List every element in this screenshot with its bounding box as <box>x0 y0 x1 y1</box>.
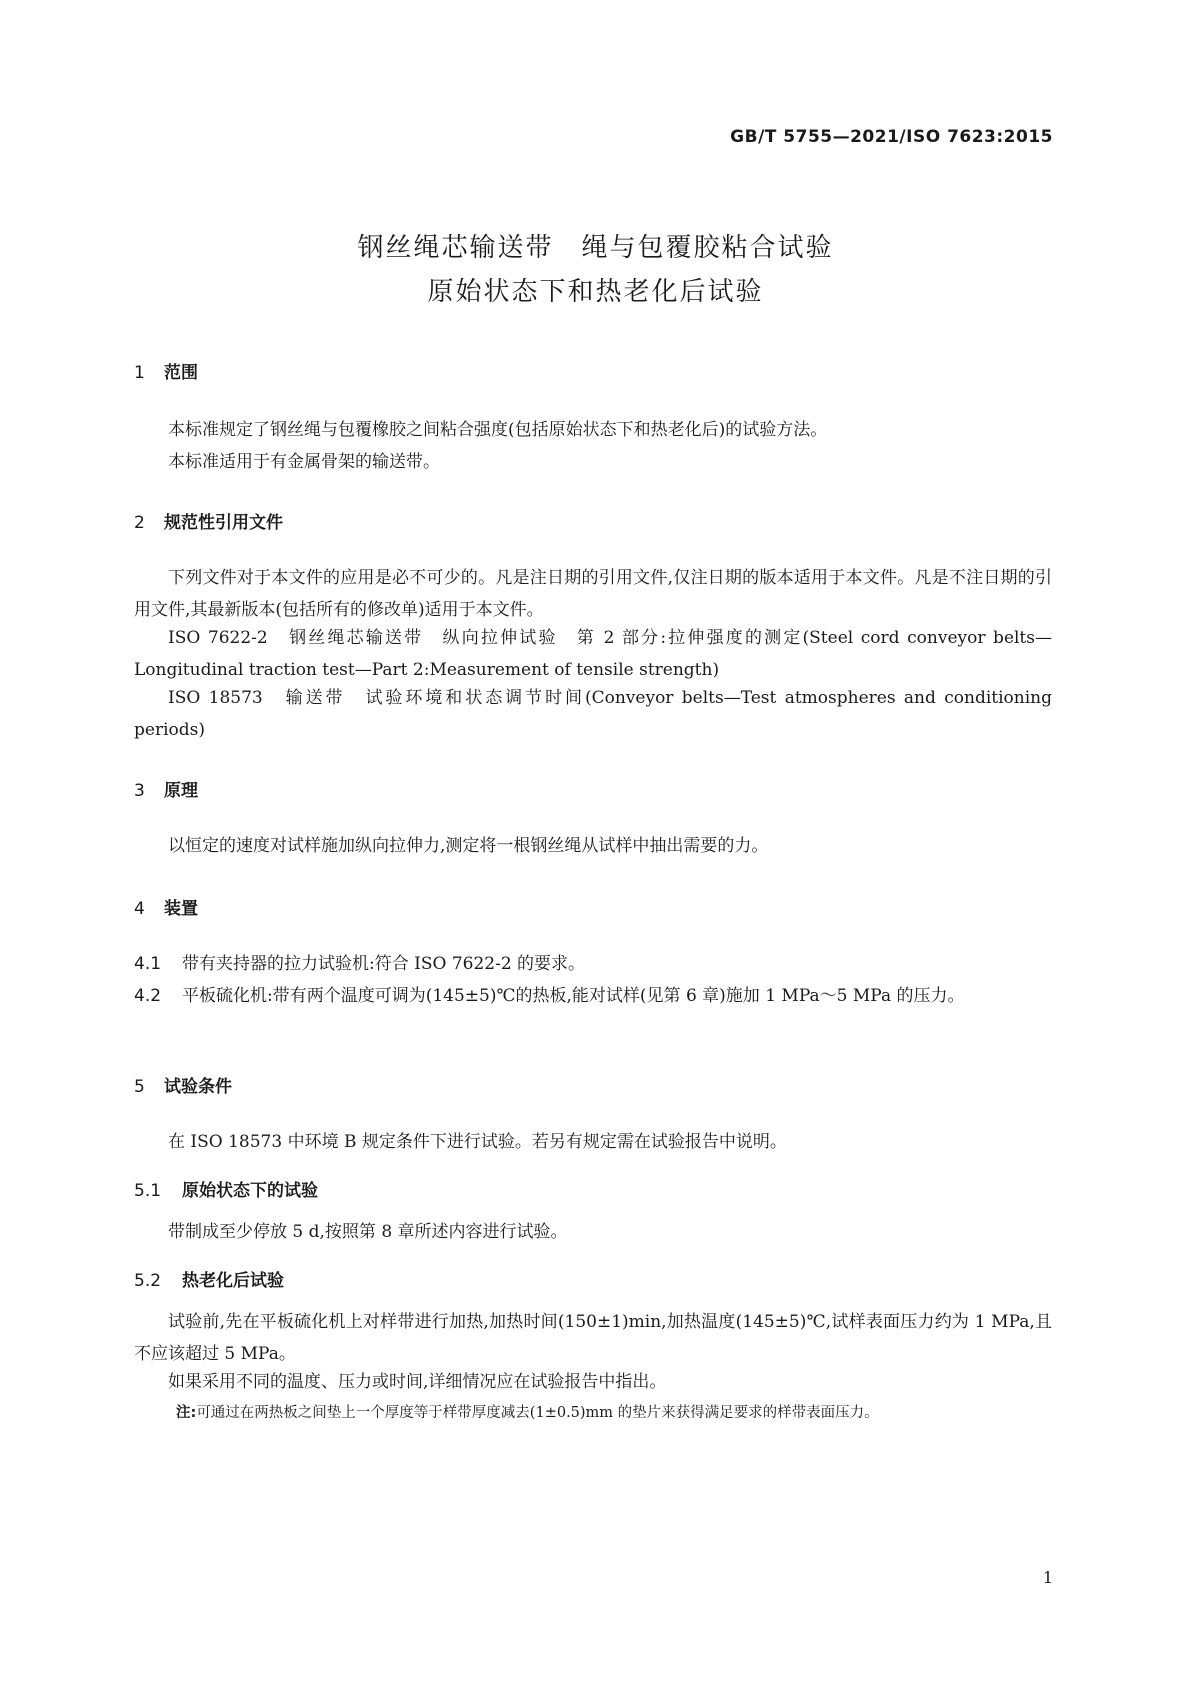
section-2-heading <box>134 508 283 533</box>
section-number: 4 <box>134 899 145 919</box>
scope-paragraph-1: 本标准规定了钢丝绳与包覆橡胶之间粘合强度(包括原始状态下和热老化后)的试验方法。 <box>168 420 828 440</box>
section-1-heading <box>134 358 198 383</box>
clause-text: 带有夹持器的拉力试验机:符合 ISO 7622-2 的要求。 <box>182 954 586 974</box>
standard-code: GB/T 5755—2021/ISO 7623:2015 <box>730 127 1053 147</box>
section-title: 原理 <box>164 781 198 801</box>
clause-number: 4.2 <box>134 986 162 1006</box>
section-4-heading <box>134 894 198 919</box>
clause-4-1 <box>134 948 1052 980</box>
normative-paragraph: 下列文件对于本文件的应用是必不可少的。凡是注日期的引用文件,仅注日期的版本适用于本文件。凡是不注日期的引用文件,其最新版本(包括所有的修改单)适用于本文件。 <box>134 568 1052 620</box>
clause-number: 4.1 <box>134 954 162 974</box>
section-title: 装置 <box>164 899 198 919</box>
section-5-heading <box>134 1072 232 1097</box>
reference-iso-18573: ISO 18573 输送带 试验环境和状态调节时间(Conveyor belts—Test atmospheres and conditioning periods) <box>134 688 1052 740</box>
principle-paragraph: 以恒定的速度对试样施加纵向拉伸力,测定将一根钢丝绳从试样中抽出需要的力。 <box>168 836 769 856</box>
section-title: 规范性引用文件 <box>164 513 283 533</box>
note <box>176 1402 1056 1424</box>
section-title: 热老化后试验 <box>182 1271 284 1291</box>
section-number: 3 <box>134 781 145 801</box>
section-3-heading <box>134 776 198 801</box>
section-number: 1 <box>134 363 145 383</box>
section-title: 原始状态下的试验 <box>182 1181 318 1201</box>
section-number: 5 <box>134 1077 145 1097</box>
section-number: 5.1 <box>134 1181 162 1201</box>
note-text: 可通过在两热板之间垫上一个厚度等于样带厚度减去(1±0.5)mm 的垫片来获得满足要求的样带表面压力。 <box>196 1405 879 1421</box>
section-number: 2 <box>134 513 145 533</box>
section-number: 5.2 <box>134 1271 162 1291</box>
document-title <box>0 226 1191 314</box>
test-conditions-paragraph: 在 ISO 18573 中环境 B 规定条件下进行试验。若另有规定需在试验报告中说明。 <box>168 1132 787 1152</box>
section-title: 范围 <box>164 363 198 383</box>
title-line-1: 钢丝绳芯输送带 绳与包覆胶粘合试验 <box>357 233 834 263</box>
title-line-2: 原始状态下和热老化后试验 <box>427 277 764 307</box>
note-label: 注: <box>176 1405 197 1421</box>
page-number: 1 <box>1042 1568 1053 1587</box>
section-title: 试验条件 <box>164 1077 232 1097</box>
reference-iso-7622-2: ISO 7622-2 钢丝绳芯输送带 纵向拉伸试验 第 2 部分:拉伸强度的测定(Steel cord conveyor belts—Longitudinal traction test—Part 2:Measurement of tensile strength) <box>134 628 1052 680</box>
original-state-paragraph: 带制成至少停放 5 d,按照第 8 章所述内容进行试验。 <box>168 1222 568 1242</box>
scope-paragraph-2: 本标准适用于有金属骨架的输送带。 <box>168 452 440 472</box>
subsection-5-2-heading <box>134 1266 284 1291</box>
subsection-5-1-heading <box>134 1176 318 1201</box>
heat-aging-paragraph-1: 试验前,先在平板硫化机上对样带进行加热,加热时间(150±1)min,加热温度(145±5)℃,试样表面压力约为 1 MPa,且不应该超过 5 MPa。 <box>134 1312 1052 1364</box>
clause-4-2 <box>134 980 1052 1012</box>
heat-aging-paragraph-2: 如果采用不同的温度、压力或时间,详细情况应在试验报告中指出。 <box>168 1372 667 1392</box>
clause-text: 平板硫化机:带有两个温度可调为(145±5)℃的热板,能对试样(见第 6 章)施加 1 MPa～5 MPa 的压力。 <box>182 986 965 1006</box>
